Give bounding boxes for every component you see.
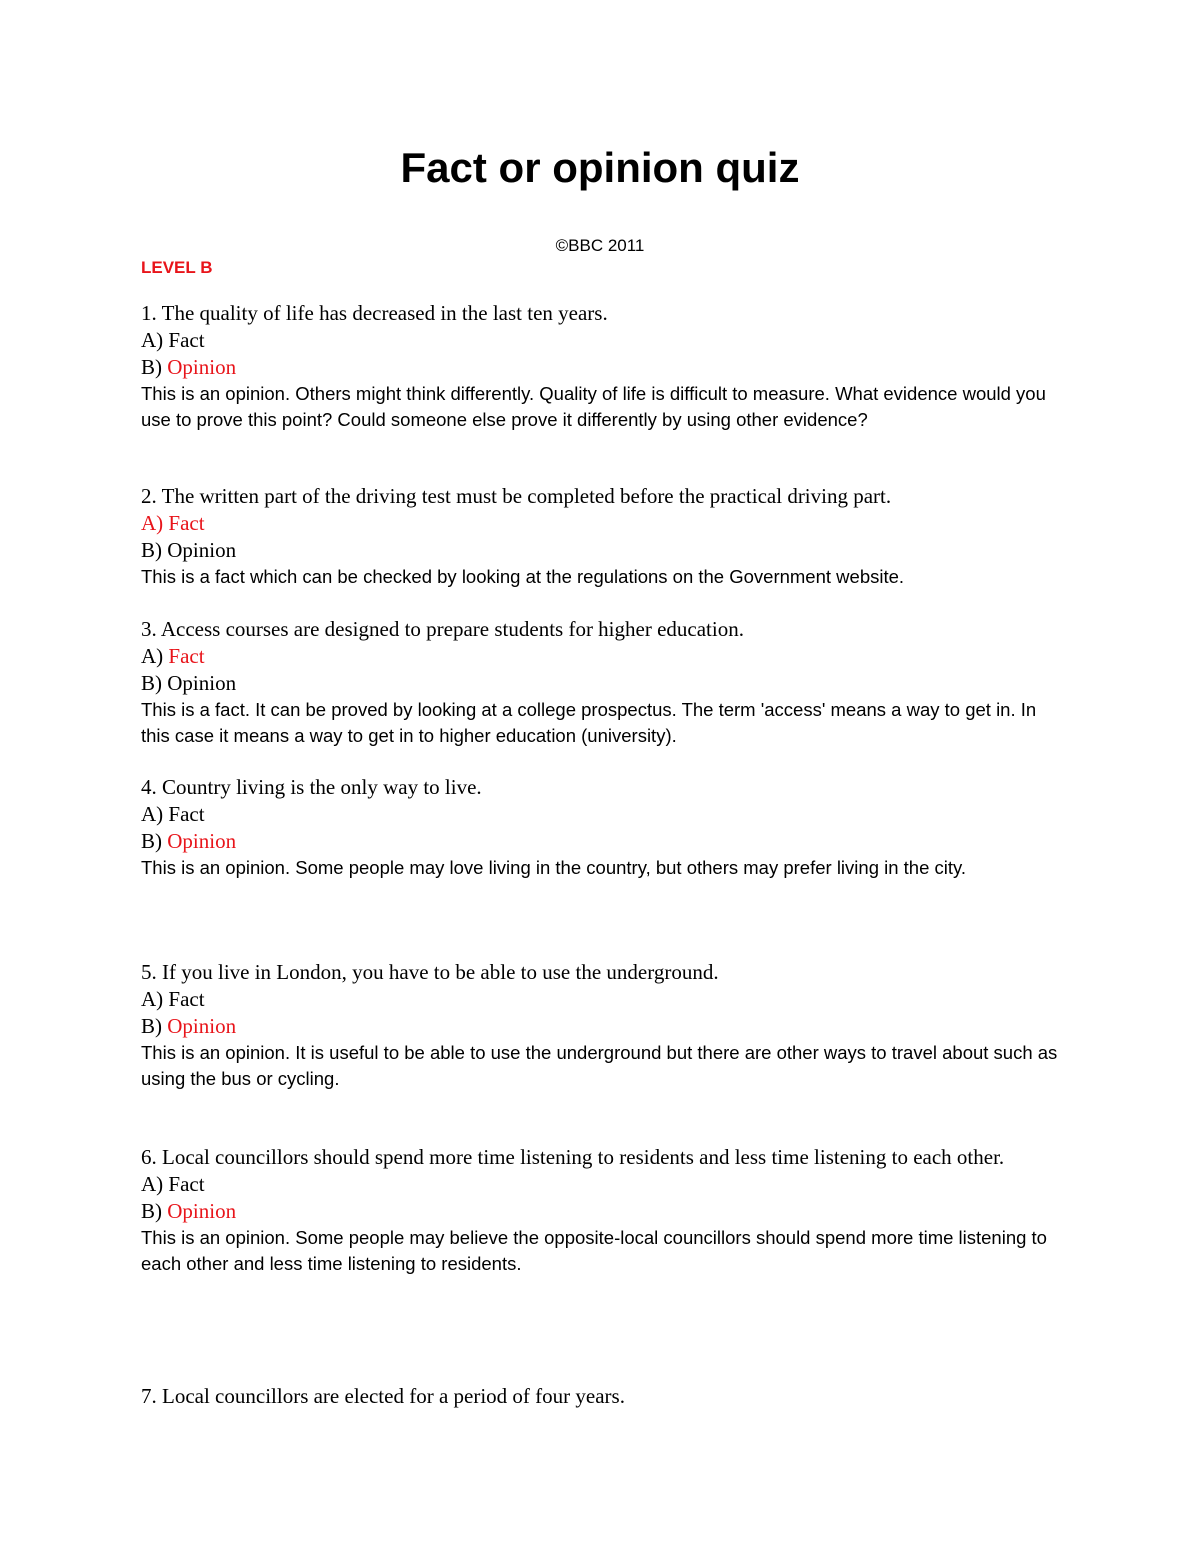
correct-answer: Opinion bbox=[167, 355, 237, 379]
option-prefix: B) bbox=[141, 355, 168, 379]
option-b bbox=[141, 1198, 1056, 1225]
option-a bbox=[141, 643, 1061, 670]
option-a bbox=[141, 986, 1061, 1013]
option-prefix: A) bbox=[141, 511, 169, 535]
option-prefix: A) bbox=[141, 1172, 169, 1196]
correct-answer: Fact bbox=[168, 644, 205, 668]
correct-answer: Fact bbox=[168, 511, 205, 535]
option-prefix: B) bbox=[141, 1014, 168, 1038]
explanation: This is an opinion. It is useful to be able to use the underground but there are other ways to travel about such as using the bus or cycling. bbox=[141, 1042, 1058, 1089]
question-text: 7. Local councillors are elected for a period of four years. bbox=[141, 1384, 625, 1408]
page-title: Fact or opinion quiz bbox=[400, 144, 800, 191]
option-b bbox=[141, 828, 1061, 855]
option-a bbox=[141, 1171, 1056, 1198]
option-a bbox=[141, 510, 1061, 537]
option-b bbox=[141, 354, 1061, 381]
question-text: 6. Local councillors should spend more time listening to residents and less time listening to each other. bbox=[141, 1145, 1005, 1169]
option-b bbox=[141, 537, 1061, 564]
option-prefix: A) bbox=[141, 328, 169, 352]
option-label: Opinion bbox=[167, 671, 237, 695]
option-prefix: B) bbox=[141, 829, 168, 853]
option-prefix: A) bbox=[141, 987, 169, 1011]
option-label: Fact bbox=[168, 987, 205, 1011]
level-label: LEVEL B bbox=[141, 258, 213, 277]
question-text: 3. Access courses are designed to prepare students for higher education. bbox=[141, 617, 744, 641]
explanation: This is a fact which can be checked by looking at the regulations on the Government website. bbox=[141, 566, 905, 587]
option-a bbox=[141, 327, 1061, 354]
option-b bbox=[141, 670, 1061, 697]
option-label: Fact bbox=[168, 328, 205, 352]
question-text: 2. The written part of the driving test must be completed before the practical driving part. bbox=[141, 484, 892, 508]
copyright-notice: ©BBC 2011 bbox=[555, 236, 645, 255]
correct-answer: Opinion bbox=[167, 1199, 237, 1223]
option-prefix: B) bbox=[141, 538, 168, 562]
option-prefix: A) bbox=[141, 644, 169, 668]
correct-answer: Opinion bbox=[167, 829, 237, 853]
option-a bbox=[141, 801, 1061, 828]
question-5 bbox=[141, 959, 1061, 1091]
option-prefix: A) bbox=[141, 802, 169, 826]
question-text: 1. The quality of life has decreased in the last ten years. bbox=[141, 301, 608, 325]
option-prefix: B) bbox=[141, 671, 168, 695]
option-label: Fact bbox=[168, 802, 205, 826]
option-prefix: B) bbox=[141, 1199, 168, 1223]
option-label: Fact bbox=[168, 1172, 205, 1196]
question-3 bbox=[141, 616, 1061, 748]
correct-answer: Opinion bbox=[167, 1014, 237, 1038]
question-6 bbox=[141, 1144, 1056, 1276]
question-1 bbox=[141, 300, 1061, 432]
question-7 bbox=[141, 1383, 1061, 1410]
explanation: This is an opinion. Others might think differently. Quality of life is difficult to measure. What evidence would you use to prove this point? Could someone else prove it differently by using other evidence? bbox=[141, 383, 1046, 430]
question-2 bbox=[141, 483, 1061, 590]
option-label: Opinion bbox=[167, 538, 237, 562]
option-b bbox=[141, 1013, 1061, 1040]
question-text: 5. If you live in London, you have to be able to use the underground. bbox=[141, 960, 719, 984]
explanation: This is an opinion. Some people may believe the opposite-local councillors should spend more time listening to each other and less time listening to residents. bbox=[141, 1227, 1047, 1274]
question-4 bbox=[141, 774, 1061, 881]
explanation: This is an opinion. Some people may love living in the country, but others may prefer living in the city. bbox=[141, 857, 967, 878]
question-text: 4. Country living is the only way to live. bbox=[141, 775, 482, 799]
explanation: This is a fact. It can be proved by looking at a college prospectus. The term 'access' means a way to get in. In this case it means a way to get in to higher education (university). bbox=[141, 699, 1037, 746]
